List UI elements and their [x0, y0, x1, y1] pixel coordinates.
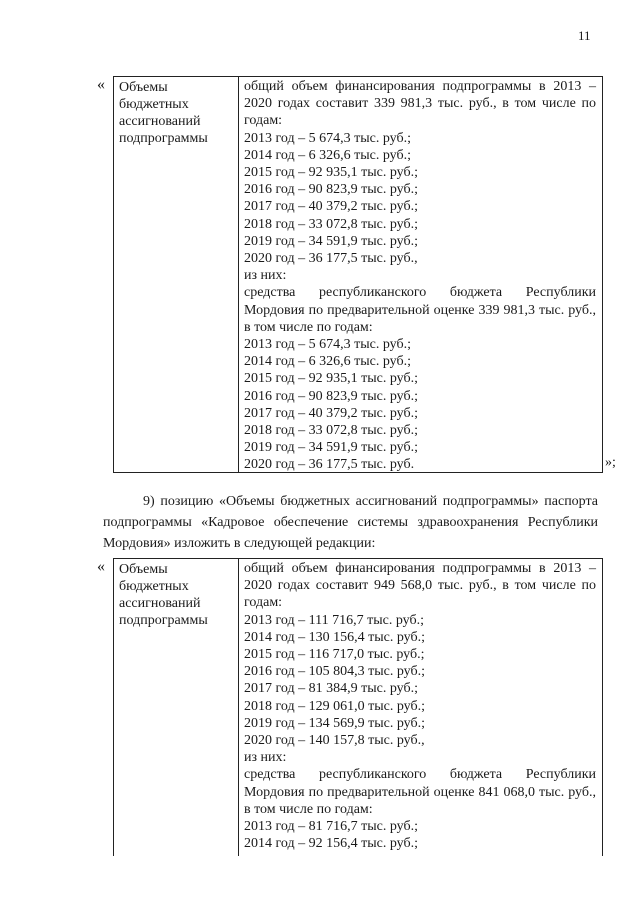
republic-budget-text-2: средства республиканского бюджета Республики Мордовия по предварительной оценке 841 068,0 тыс. руб., в том числе по годам: [244, 767, 596, 817]
year-amount-line: 2013 год – 5 674,3 тыс. руб.; [244, 337, 411, 353]
year-amount-line: 2014 год – 130 156,4 тыс. руб.; [244, 629, 425, 645]
of-them-label-1: из них: [244, 268, 287, 284]
table-label-cell-1: Объемы бюджетных ассигнований подпрограммы [114, 77, 239, 472]
financing-intro-2: общий объем финансирования подпрограммы в 2013 – 2020 годах составит 949 568,0 тыс. руб., в том числе по годам: [244, 561, 596, 611]
year-amount-line: 2015 год – 116 717,0 тыс. руб.; [244, 647, 425, 663]
page-number: 11 [578, 28, 591, 43]
instruction-paragraph [103, 491, 598, 554]
table-content-cell-2 [239, 559, 602, 856]
close-quote-1: »; [605, 455, 616, 470]
open-quote-2: « [97, 558, 105, 575]
republic-budget-text-1: средства республиканского бюджета Республики Мордовия по предварительной оценке 339 981,3 тыс. руб., в том числе по годам: [244, 285, 596, 335]
year-list-1 [244, 130, 596, 268]
year-amount-line: 2019 год – 34 591,9 тыс. руб.; [244, 233, 418, 249]
of-them-label-2: из них: [244, 750, 287, 766]
year-list-1b [244, 336, 596, 474]
table-label-cell-2: Объемы бюджетных ассигнований подпрограммы [114, 559, 239, 856]
instruction-text: 9) позицию «Объемы бюджетных ассигнований подпрограммы» паспорта подпрограммы «Кадровое обеспечение системы здравоохранения Республики Мордовия» изложить в следующей редакции: [103, 494, 598, 551]
year-amount-line: 2017 год – 40 379,2 тыс. руб.; [244, 199, 418, 215]
year-amount-line: 2013 год – 111 716,7 тыс. руб.; [244, 612, 424, 628]
year-amount-line: 2015 год – 92 935,1 тыс. руб.; [244, 371, 418, 387]
year-amount-line: 2019 год – 134 569,9 тыс. руб.; [244, 715, 425, 731]
year-list-2 [244, 612, 596, 750]
budget-table-2 [113, 558, 603, 856]
year-amount-line: 2016 год – 90 823,9 тыс. руб.; [244, 388, 418, 404]
year-amount-line: 2016 год – 90 823,9 тыс. руб.; [244, 182, 418, 198]
year-amount-line: 2017 год – 81 384,9 тыс. руб.; [244, 681, 418, 697]
year-amount-line: 2013 год – 5 674,3 тыс. руб.; [244, 130, 411, 146]
financing-intro-1: общий объем финансирования подпрограммы в 2013 – 2020 годах составит 339 981,3 тыс. руб., в том числе по годам: [244, 79, 596, 129]
year-amount-line: 2018 год – 33 072,8 тыс. руб.; [244, 423, 418, 439]
year-amount-line: 2018 год – 33 072,8 тыс. руб.; [244, 216, 418, 232]
year-amount-line: 2019 год – 34 591,9 тыс. руб.; [244, 440, 418, 456]
year-amount-line: 2015 год – 92 935,1 тыс. руб.; [244, 165, 418, 181]
year-amount-line: 2017 год – 40 379,2 тыс. руб.; [244, 405, 418, 421]
year-amount-line: 2020 год – 140 157,8 тыс. руб., [244, 733, 425, 749]
budget-table-1 [113, 76, 603, 473]
year-amount-line: 2016 год – 105 804,3 тыс. руб.; [244, 664, 425, 680]
year-amount-line: 2020 год – 36 177,5 тыс. руб., [244, 251, 418, 267]
year-list-2b [244, 818, 596, 852]
year-amount-line: 2014 год – 6 326,6 тыс. руб.; [244, 354, 411, 370]
year-amount-line: 2014 год – 6 326,6 тыс. руб.; [244, 147, 411, 163]
year-amount-line: 2020 год – 36 177,5 тыс. руб. [244, 457, 415, 473]
year-amount-line: 2013 год – 81 716,7 тыс. руб.; [244, 819, 418, 835]
year-amount-line: 2014 год – 92 156,4 тыс. руб.; [244, 836, 418, 852]
table-content-cell-1 [239, 77, 602, 472]
open-quote-1: « [97, 76, 105, 93]
year-amount-line: 2018 год – 129 061,0 тыс. руб.; [244, 698, 425, 714]
